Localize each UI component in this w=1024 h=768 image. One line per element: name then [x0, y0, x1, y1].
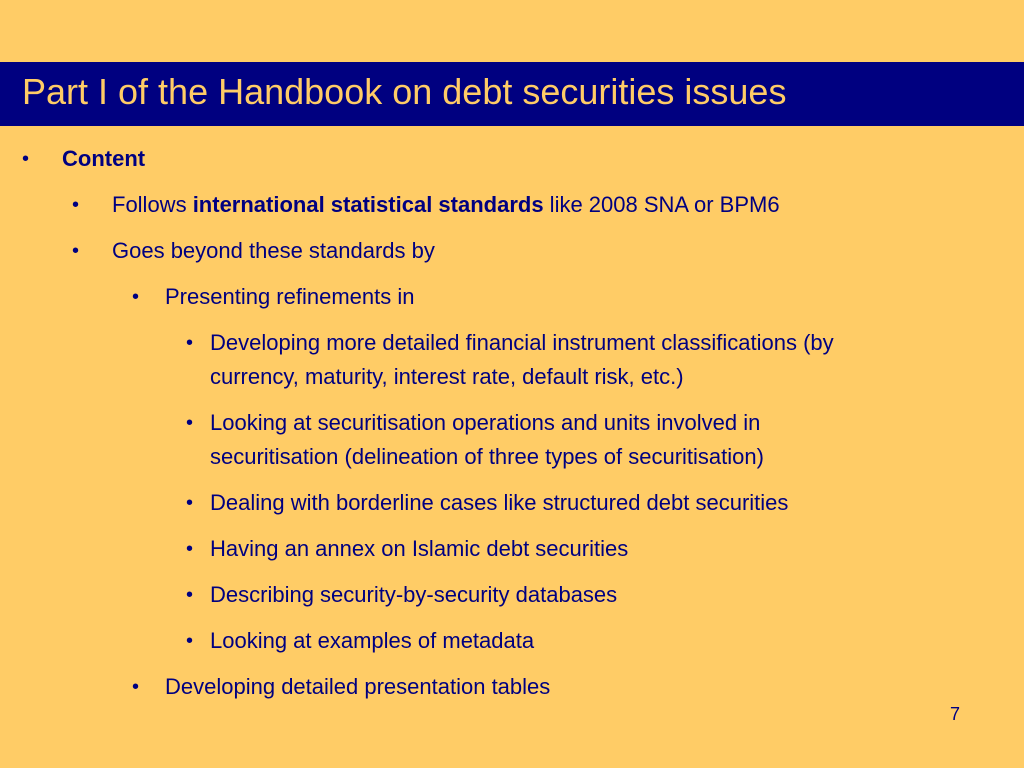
bullet-islamic-annex: Having an annex on Islamic debt securities [210, 536, 629, 561]
bullet-marker: • [72, 240, 80, 262]
follows-prefix: Follows [112, 192, 193, 217]
bullet-content-heading: Content [62, 146, 146, 171]
bullet-marker: • [132, 286, 140, 308]
bullet-metadata: Looking at examples of metadata [210, 628, 535, 653]
bullet-line: securitisation (delineation of three types of securitisation) [210, 444, 764, 469]
title-bar [0, 62, 1024, 126]
bullet-goes-beyond: Goes beyond these standards by [112, 238, 435, 263]
bullet-marker: • [132, 676, 140, 698]
bullet-presenting-refinements: Presenting refinements in [165, 284, 415, 309]
bullet-follows-standards [112, 188, 780, 222]
bullet-instrument-classifications [210, 326, 834, 394]
bullet-line: Looking at securitisation operations and units involved in [210, 410, 761, 435]
bullet-line: currency, maturity, interest rate, default risk, etc.) [210, 364, 684, 389]
bullet-borderline-cases: Dealing with borderline cases like structured debt securities [210, 490, 789, 515]
page-number: 7 [950, 704, 961, 724]
standards-emphasis: international statistical standards [192, 192, 544, 217]
bullet-line: Developing more detailed financial instrument classifications (by [210, 330, 834, 355]
bullet-databases: Describing security-by-security databases [210, 582, 618, 607]
bullet-presentation-tables: Developing detailed presentation tables [165, 674, 551, 699]
bullet-marker: • [72, 194, 80, 216]
bullet-marker: • [186, 584, 194, 606]
bullet-marker: • [22, 148, 30, 170]
follows-suffix: like 2008 SNA or BPM6 [543, 192, 780, 217]
slide-title: Part I of the Handbook on debt securities issues [22, 71, 787, 112]
bullet-securitisation [210, 406, 764, 474]
bullet-marker: • [186, 332, 194, 354]
bullet-marker: • [186, 492, 194, 514]
bullet-marker: • [186, 538, 194, 560]
bullet-marker: • [186, 630, 194, 652]
bullet-marker: • [186, 412, 194, 434]
